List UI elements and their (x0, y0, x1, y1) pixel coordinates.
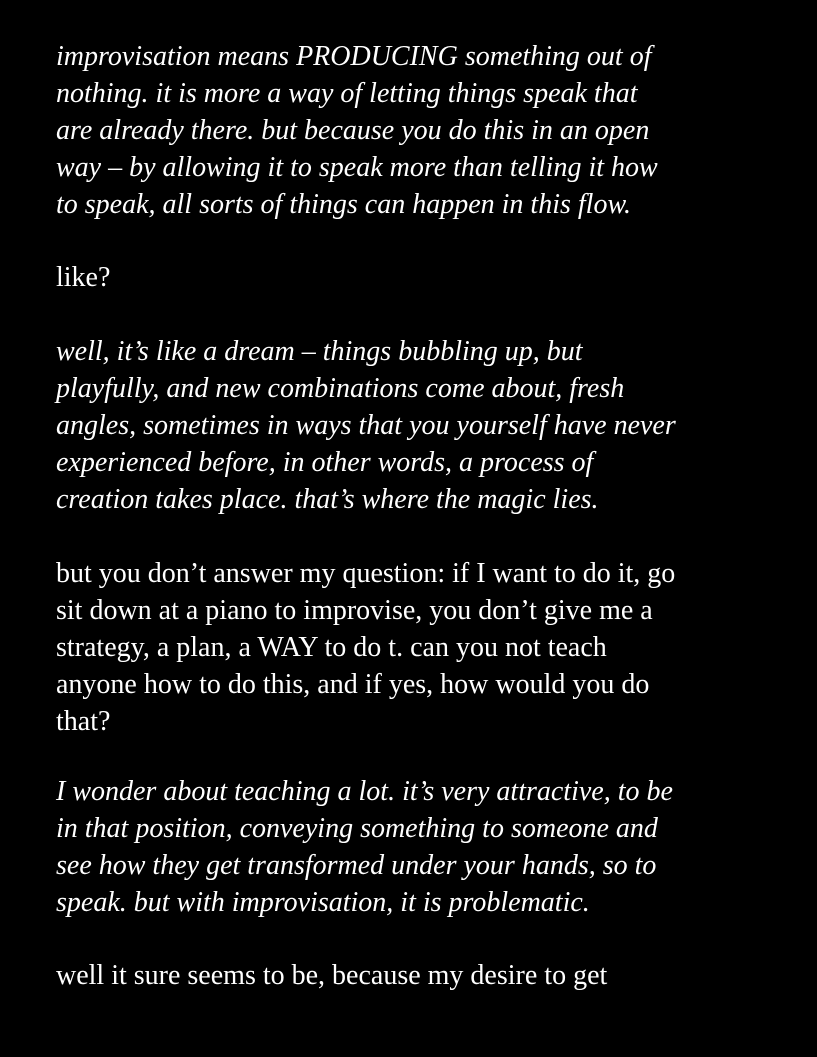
text-line: sit down at a piano to improvise, you don’t give me a (56, 595, 653, 626)
paragraph-answer-1 (56, 38, 786, 223)
text-line: way – by allowing it to speak more than telling it how (56, 152, 658, 183)
text-line: improvisation means PRODUCING something out of (56, 41, 652, 72)
text-line: see how they get transformed under your hands, so to (56, 850, 657, 881)
text-line: speak. but with improvisation, it is problematic. (56, 887, 590, 918)
text-line: in that position, conveying something to someone and (56, 813, 658, 844)
text-line: well it sure seems to be, because my desire to get (56, 960, 608, 991)
text-line: that? (56, 706, 111, 737)
text-line: nothing. it is more a way of letting things speak that (56, 78, 638, 109)
text-line: creation takes place. that’s where the magic lies. (56, 484, 599, 515)
text-line: like? (56, 262, 111, 293)
text-line: strategy, a plan, a WAY to do t. can you not teach (56, 632, 607, 663)
text-line: well, it’s like a dream – things bubbling up, but (56, 336, 583, 367)
text-line: playfully, and new combinations come about, fresh (56, 373, 625, 404)
paragraph-question-2 (56, 555, 786, 740)
text-line: anyone how to do this, and if yes, how would you do (56, 669, 650, 700)
text-line: but you don’t answer my question: if I want to do it, go (56, 558, 676, 589)
paragraph-answer-2 (56, 333, 786, 518)
paragraph-question-3 (56, 957, 786, 994)
text-line: to speak, all sorts of things can happen in this flow. (56, 189, 632, 220)
text-line: are already there. but because you do this in an open (56, 115, 650, 146)
paragraph-question-1 (56, 259, 786, 296)
text-line: I wonder about teaching a lot. it’s very attractive, to be (56, 776, 673, 807)
text-line: angles, sometimes in ways that you yourself have never (56, 410, 676, 441)
text-line: experienced before, in other words, a process of (56, 447, 594, 478)
paragraph-answer-3 (56, 773, 786, 921)
